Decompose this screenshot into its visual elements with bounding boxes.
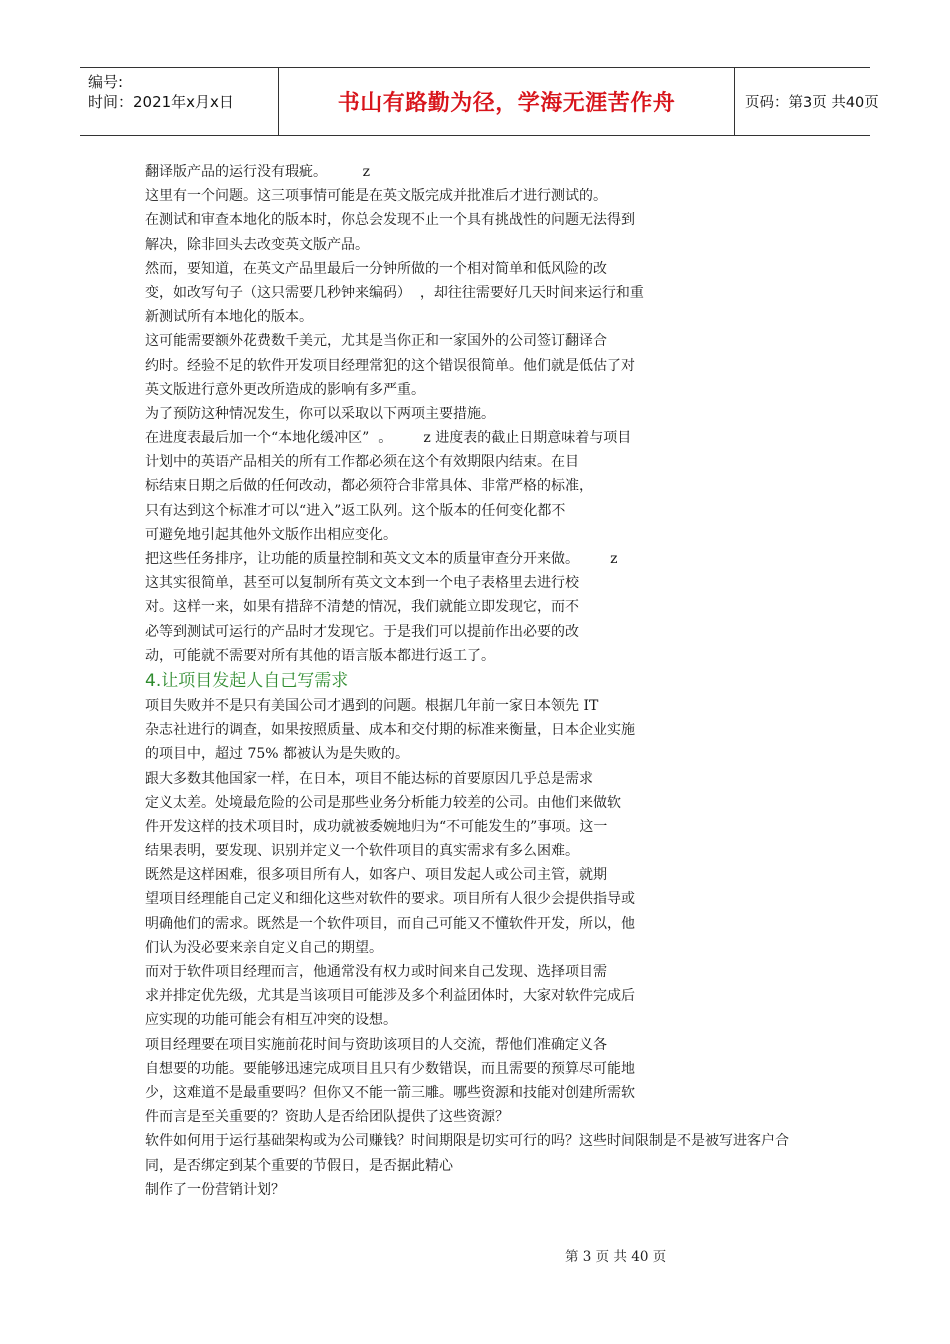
text-line: 的项目中，超过 75% 都被认为是失败的。: [145, 746, 410, 763]
text-line: 结果表明，要发现、识别并定义一个软件项目的真实需求有多么困难。: [145, 843, 579, 860]
text-line: 动，可能就不需要对所有其他的语言版本都进行返工了。: [145, 647, 495, 664]
text-line: 可避免地引起其他外文版作出相应变化。: [145, 526, 397, 543]
text-line: 为了预防这种情况发生，你可以采取以下两项主要措施。: [145, 405, 495, 422]
text-line: 约时。经验不足的软件开发项目经理常犯的这个错误很简单。他们就是低估了对: [145, 357, 635, 374]
document-date-label: 时间：2021年x月x日: [88, 93, 234, 111]
document-body: [145, 160, 825, 1202]
header-meta: [80, 68, 279, 135]
text-line: 这其实很简单，甚至可以复制所有英文文本到一个电子表格里去进行校: [145, 575, 579, 592]
text-line: 同，是否绑定到某个重要的节假日，是否据此精心: [145, 1157, 453, 1174]
header-motto: 书山有路勤为径，学海无涯苦作舟: [279, 68, 735, 135]
text-line: 求并排定优先级，尤其是当该项目可能涉及多个利益团体时，大家对软件完成后: [145, 988, 635, 1005]
text-line: 们认为没必要来亲自定义自己的期望。: [145, 939, 383, 956]
text-line: 对。这样一来，如果有措辞不清楚的情况，我们就能立即发现它，而不: [145, 599, 579, 616]
text-line: 必等到测试可运行的产品时才发现它。于是我们可以提前作出必要的改: [145, 623, 579, 640]
section-heading: 4.让项目发起人自己写需求: [145, 670, 349, 691]
text-line: 计划中的英语产品相关的所有工作都必须在这个有效期限内结束。在目: [145, 454, 579, 471]
text-line: 制作了一份营销计划？: [145, 1181, 285, 1198]
text-line: 跟大多数其他国家一样，在日本，项目不能达标的首要原因几乎总是需求: [145, 770, 593, 787]
page-footer: 第 3 页 共 40 页: [565, 1249, 667, 1265]
text-line: 然而，要知道，在英文产品里最后一分钟所做的一个相对简单和低风险的改: [145, 260, 607, 277]
text-line: 自想要的功能。要能够迅速完成项目且只有少数错误，而且需要的预算尽可能地: [145, 1060, 635, 1077]
text-line: 件而言是至关重要的？资助人是否给团队提供了这些资源？: [145, 1109, 509, 1126]
text-line: 而对于软件项目经理而言，他通常没有权力或时间来自己发现、选择项目需: [145, 964, 607, 980]
text-line: 这可能需要额外花费数千美元，尤其是当你正和一家国外的公司签订翻译合: [145, 333, 607, 350]
text-line: 少，这难道不是最重要吗？但你又不能一箭三雕。哪些资源和技能对创建所需软: [145, 1084, 635, 1101]
text-line: 这里有一个问题。这三项事情可能是在英文版完成并批准后才进行测试的。: [145, 188, 607, 205]
text-line: 解决，除非回头去改变英文版产品。: [145, 236, 369, 253]
text-line: 项目失败并不是只有美国公司才遇到的问题。根据几年前一家日本领先 IT: [145, 697, 599, 714]
text-line: 定义太差。处境最危险的公司是那些业务分析能力较差的公司。由他们来做软: [145, 794, 621, 811]
text-line: 在测试和审查本地化的版本时，你总会发现不止一个具有挑战性的问题无法得到: [145, 212, 635, 229]
text-line: 在进度表最后加一个“本地化缓冲区” 。 z 进度表的截止日期意味着与项目: [145, 430, 632, 447]
text-line: 英文版进行意外更改所造成的影响有多严重。: [145, 381, 425, 398]
text-line: 把这些任务排序，让功能的质量控制和英文文本的质量审查分开来做。 z: [145, 551, 618, 567]
text-line: 望项目经理能自己定义和细化这些对软件的要求。项目所有人很少会提供指导或: [145, 891, 635, 908]
text-line: 标结束日期之后做的任何改动，都必须符合非常具体、非常严格的标准，: [145, 478, 593, 495]
text-line: 只有达到这个标准才可以“进入”返工队列。这个版本的任何变化都不: [145, 502, 566, 519]
text-line: 杂志社进行的调查，如果按照质量、成本和交付期的标准来衡量，日本企业实施: [145, 722, 635, 739]
text-line: 明确他们的需求。既然是一个软件项目，而自己可能又不懂软件开发，所以，他: [145, 915, 635, 932]
text-line: 项目经理要在项目实施前花时间与资助该项目的人交流，帮他们准确定义各: [145, 1036, 607, 1053]
header-page-number: 页码：第3页 共40页: [745, 95, 879, 111]
text-line: 应实现的功能可能会有相互冲突的设想。: [145, 1012, 397, 1029]
text-line: 软件如何用于运行基础架构或为公司赚钱？时间期限是切实可行的吗？这些时间限制是不是被写进客户合: [145, 1133, 789, 1150]
page-header: [80, 67, 879, 136]
text-line: 既然是这样困难，很多项目所有人，如客户、项目发起人或公司主管，就期: [145, 867, 607, 884]
text-line: 变，如改写句子（这只需要几秒钟来编码） ，却往往需要好几天时间来运行和重: [145, 284, 644, 301]
text-line: 新测试所有本地化的版本。: [145, 309, 313, 326]
document-number-label: 编号:: [88, 73, 124, 91]
text-line: 翻译版产品的运行没有瑕疵。 z: [145, 164, 370, 180]
text-line: 件开发这样的技术项目时，成功就被委婉地归为“不可能发生的”事项。这一: [145, 818, 608, 835]
